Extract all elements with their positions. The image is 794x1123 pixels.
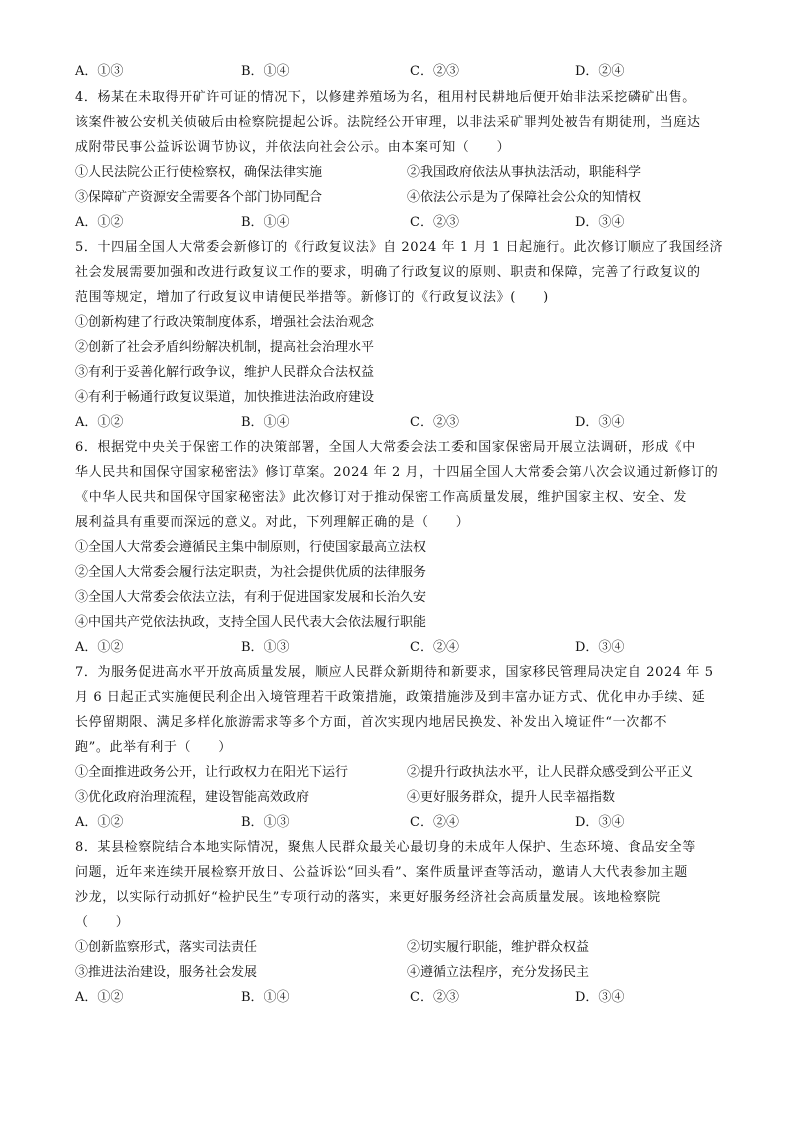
q7-statements-row	[75, 765, 725, 781]
q8-option-c: C．②③	[410, 990, 459, 1005]
q7-option-b: B．①③	[241, 815, 290, 830]
q8-statement-3: ③推进法治建设，服务社会发展	[75, 965, 258, 980]
q5-option-b: B．①④	[241, 415, 290, 430]
q4-statement-1: ①人民法院公正行使检察权，确保法律实施	[75, 165, 323, 180]
q6-text-line: 展利益具有重要而深远的意义。对此，下列理解正确的是（ ）	[75, 515, 470, 530]
q5-statement-4: ④有利于畅通行政复议渠道，加快推进法治政府建设	[75, 390, 375, 405]
q6-statement-2: ②全国人大常委会履行法定职责，为社会提供优质的法律服务	[75, 565, 427, 580]
q6-text-line: 6．根据党中央关于保密工作的决策部署，全国人大常委会法工委和国家保密局开展立法调研，形成《中	[75, 440, 696, 455]
q4-statement-3: ③保障矿产资源安全需要各个部门协同配合	[75, 190, 323, 205]
q8-statement-2: ②切实履行职能，维护群众权益	[407, 940, 590, 955]
q4-option-a: A．①②	[75, 215, 124, 230]
q7-option-c: C．②④	[410, 815, 459, 830]
q7-text-line: 跑”。此举有利于（ ）	[75, 740, 232, 755]
q5-text-line: 社会发展需要加强和改进行政复议工作的要求，明确了行政复议的原则、职责和保障，完善了行政复议的	[75, 265, 701, 280]
q8-statement-1: ①创新监察形式，落实司法责任	[75, 940, 258, 955]
q4-option-d: D．③④	[575, 215, 625, 230]
q8-options	[75, 990, 725, 1006]
q5-options	[75, 415, 725, 431]
q3-option-b: B．①④	[241, 64, 290, 79]
q7-statement-3: ③优化政府治理流程，建设智能高效政府	[75, 790, 310, 805]
q7-statement-1: ①全面推进政务公开，让行政权力在阳光下运行	[75, 765, 349, 780]
q7-text-line: 月 6 日起正式实施便民利企出入境管理若干政策措施，政策措施涉及到丰富办证方式、优化申办手续、延	[75, 690, 706, 705]
q8-text-line: 8．某县检察院结合本地实际情况，聚焦人民群众最关心最切身的未成年人保护、生态环境、食品安全等	[75, 840, 696, 855]
q7-option-a: A．①②	[75, 815, 124, 830]
q6-statement-1: ①全国人大常委会遵循民主集中制原则，行使国家最高立法权	[75, 540, 427, 555]
q4-text-line: 成附带民事公益诉讼调节协议，并依法向社会公示。由本案可知（ ）	[75, 140, 511, 155]
q4-text-line: 4．杨某在未取得开矿许可证的情况下，以修建养殖场为名，租用村民耕地后便开始非法采挖磷矿出售。	[75, 90, 696, 105]
q4-statement-4: ④依法公示是为了保障社会公众的知情权	[407, 190, 642, 205]
q6-option-a: A．①②	[75, 640, 124, 655]
q8-option-b: B．①④	[241, 990, 290, 1005]
q4-text-line: 该案件被公安机关侦破后由检察院提起公诉。法院经公开审理，以非法采矿罪判处被告有期徒刑，当庭达	[75, 115, 701, 130]
q4-options	[75, 215, 725, 231]
q7-text-line: 长停留期限、满足多样化旅游需求等多个方面，首次实现内地居民换发、补发出入境证件“一次都不	[75, 715, 668, 730]
q8-option-d: D．③④	[575, 990, 625, 1005]
q3-options	[75, 64, 725, 80]
q7-options	[75, 815, 725, 831]
q6-statement-4: ④中国共产党依法执政，支持全国人民代表大会依法履行职能	[75, 615, 427, 630]
q3-option-c: C．②③	[410, 64, 459, 79]
q5-option-d: D．③④	[575, 415, 625, 430]
q5-statement-3: ③有利于妥善化解行政争议，维护人民群众合法权益	[75, 365, 375, 380]
q5-statement-1: ①创新构建了行政决策制度体系，增强社会法治观念	[75, 315, 375, 330]
q7-statement-2: ②提升行政执法水平，让人民群众感受到公平正义	[407, 765, 694, 780]
q6-option-d: D．③④	[575, 640, 625, 655]
q3-option-a: A．①③	[75, 64, 124, 79]
q7-option-d: D．③④	[575, 815, 625, 830]
q4-statement-2: ②我国政府依法从事执法活动，职能科学	[407, 165, 642, 180]
q6-text-line: 华人民共和国保守国家秘密法》修订草案。2024 年 2 月，十四届全国人大常委会第八次会议通过新修订的	[75, 465, 719, 480]
q5-text-line: 范围等规定，增加了行政复议申请便民举措等。新修订的《行政复议法》( )	[75, 290, 549, 305]
q4-option-c: C．②③	[410, 215, 459, 230]
q6-options	[75, 640, 725, 656]
q7-statement-4: ④更好服务群众，提升人民幸福指数	[407, 790, 616, 805]
q7-text-line: 7．为服务促进高水平开放高质量发展，顺应人民群众新期待和新要求，国家移民管理局决定自 2024 年 5	[75, 665, 714, 680]
q4-statements-row	[75, 165, 725, 181]
q6-option-b: B．①③	[241, 640, 290, 655]
q8-text-line: 问题，近年来连续开展检察开放日、公益诉讼“回头看”、案件质量评查等活动，邀请人大代表参加主题	[75, 865, 688, 880]
q8-text-line: （ ）	[75, 915, 130, 930]
q8-statements-row	[75, 965, 725, 981]
q8-statement-4: ④遵循立法程序，充分发扬民主	[407, 965, 590, 980]
q6-option-c: C．②④	[410, 640, 459, 655]
q3-option-d: D．②④	[575, 64, 625, 79]
q4-option-b: B．①④	[241, 215, 290, 230]
q5-text-line: 5．十四届全国人大常委会新修订的《行政复议法》自 2024 年 1 月 1 日起施行。此次修订顺应了我国经济	[75, 240, 724, 255]
q8-statements-row	[75, 940, 725, 956]
q5-statement-2: ②创新了社会矛盾纠纷解决机制，提高社会治理水平	[75, 340, 375, 355]
q8-option-a: A．①②	[75, 990, 124, 1005]
q5-option-a: A．①②	[75, 415, 124, 430]
q5-option-c: C．②③	[410, 415, 459, 430]
q6-statement-3: ③全国人大常委会依法立法，有利于促进国家发展和长治久安	[75, 590, 427, 605]
q4-statements-row	[75, 190, 725, 206]
q6-text-line: 《中华人民共和国保守国家秘密法》此次修订对于推动保密工作高质量发展，维护国家主权、安全、发	[75, 490, 688, 505]
q8-text-line: 沙龙，以实际行动抓好“检护民生”专项行动的落实，来更好服务经济社会高质量发展。该地检察院	[75, 890, 661, 905]
q7-statements-row	[75, 790, 725, 806]
